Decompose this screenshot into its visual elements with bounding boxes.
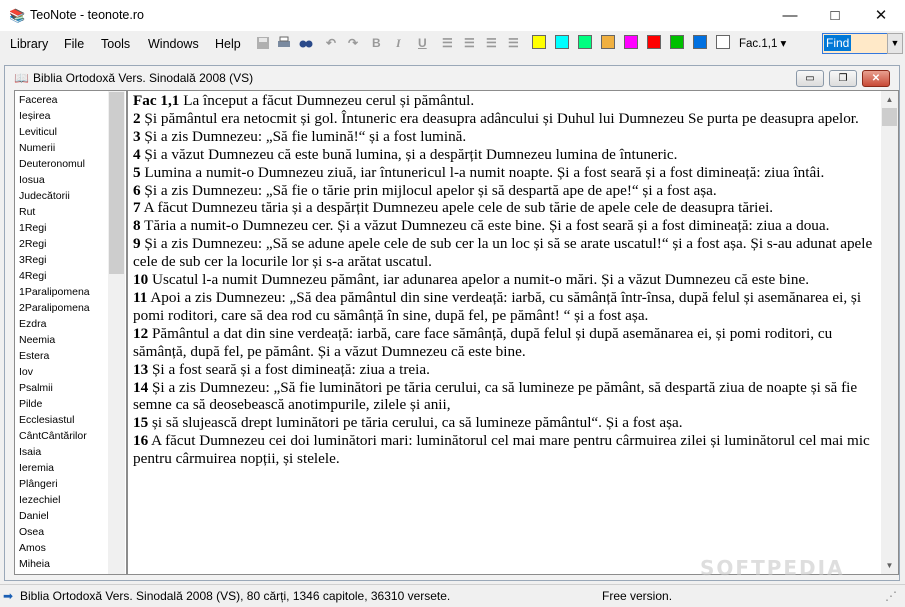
bible-window	[4, 65, 900, 581]
book-list-item[interactable]: Osea	[19, 526, 45, 538]
verse	[133, 217, 878, 235]
bible-window-title: Biblia Ortodoxă Vers. Sinodală 2008 (VS)	[33, 71, 254, 85]
status-bar	[0, 584, 905, 607]
menu-file[interactable]: File	[64, 37, 85, 51]
book-list-item[interactable]: Iosua	[19, 174, 45, 186]
verse-text: Apoi a zis Dumnezeu: „Să dea pământul din sine verdeață: iarbă, cu sămânță într-însa, după felul și asemănarea ei, și pomi roditori, care să dea rod cu sămânță în sine, după fel, pe pământ! “ și a fost așa.	[133, 288, 862, 324]
book-list-item[interactable]: Daniel	[19, 510, 49, 522]
book-list-item[interactable]: Ezdra	[19, 318, 47, 330]
book-list-item[interactable]: 3Regi	[19, 254, 47, 266]
color-magenta[interactable]	[624, 35, 638, 49]
book-list-item[interactable]: Psalmii	[19, 382, 53, 394]
menu-bar	[0, 31, 905, 58]
align-left-icon[interactable]: ☰	[442, 36, 453, 50]
verse	[133, 414, 878, 432]
redo-icon[interactable]: ↷	[348, 36, 359, 50]
verse-number: 7	[133, 199, 141, 217]
book-list[interactable]	[14, 90, 127, 575]
book-list-item[interactable]: Leviticul	[19, 126, 57, 138]
print-preview-icon[interactable]	[276, 35, 292, 51]
bold-button[interactable]: B	[372, 36, 381, 50]
verse-number: 6	[133, 181, 141, 199]
verse	[133, 199, 878, 217]
verse-text: A făcut Dumnezeu cei doi luminători mari: luminătorul cel mai mare pentru cârmuirea zilei și luminătorul cel mai mic pentru cârmuirea nopții, și stelele.	[133, 432, 870, 468]
verse-number: 11	[133, 288, 148, 306]
color-white[interactable]	[716, 35, 730, 49]
verse-text: Și pământul era netocmit și gol. Întuneric era deasupra adâncului și Duhul lui Dumnezeu Se purta pe deasupra apelor.	[144, 109, 859, 127]
verse-number: 4	[133, 145, 141, 163]
verse	[133, 235, 878, 271]
status-version: Free version.	[602, 589, 673, 603]
verse-number: Fac 1,1	[133, 92, 180, 109]
justify-icon[interactable]: ☰	[508, 36, 519, 50]
verse	[133, 289, 878, 325]
book-list-item[interactable]: Judecătorii	[19, 190, 70, 202]
book-list-item[interactable]: Isaia	[19, 446, 42, 458]
arrow-right-icon: ➡	[3, 589, 14, 603]
verse	[133, 110, 878, 128]
maximize-button[interactable]: □	[830, 7, 840, 24]
book-list-item[interactable]: Deuteronomul	[19, 158, 85, 170]
book-list-item[interactable]: Miheia	[19, 558, 50, 570]
verse-number: 8	[133, 217, 141, 235]
book-icon: 📖	[14, 71, 29, 85]
verse	[133, 182, 878, 200]
scroll-up-icon[interactable]: ▲	[885, 95, 894, 104]
scroll-thumb[interactable]	[109, 92, 124, 274]
verse	[133, 146, 878, 164]
verse-number: 12	[133, 324, 149, 342]
align-center-icon[interactable]: ☰	[464, 36, 475, 50]
underline-button[interactable]: U	[418, 36, 427, 50]
verse-text: La început a făcut Dumnezeu cerul și pământul.	[183, 92, 475, 109]
verse-number: 13	[133, 360, 149, 378]
book-list-item[interactable]: Estera	[19, 350, 50, 362]
verse-text	[133, 92, 878, 468]
mdi-close-button[interactable]: ✕	[862, 70, 890, 87]
title-bar	[0, 0, 905, 31]
verse-text: Pământul a dat din sine verdeață: iarbă, care face sămânță, după felul și după asemănarea ei, și pomi roditori, cu sămânță, după fel, pe pământ. Și a văzut Dumnezeu că este bine.	[133, 324, 833, 360]
book-list-item[interactable]: Facerea	[19, 94, 58, 106]
verse	[133, 379, 878, 415]
verse-scrollbar[interactable]	[881, 91, 898, 574]
undo-icon[interactable]: ↶	[326, 36, 337, 50]
scroll-down-icon[interactable]: ▼	[885, 561, 894, 570]
verse	[133, 92, 878, 110]
italic-button[interactable]: I	[396, 36, 401, 50]
menu-tools[interactable]: Tools	[101, 37, 131, 51]
book-list-item[interactable]: Plângeri	[19, 478, 58, 490]
book-list-item[interactable]: 4Regi	[19, 270, 47, 282]
menu-help[interactable]: Help	[215, 37, 241, 51]
mdi-restore-button[interactable]: ❐	[829, 70, 857, 87]
resize-grip-icon[interactable]: ⋰	[885, 589, 897, 603]
verse-number: 3	[133, 127, 141, 145]
book-list-item[interactable]: Iezechiel	[19, 494, 61, 506]
mdi-minimize-button[interactable]: ▭	[796, 70, 824, 87]
book-list-item[interactable]: 1Paralipomena	[19, 286, 90, 298]
find-input[interactable]: Find	[822, 33, 888, 54]
book-list-item[interactable]: Ieșirea	[19, 110, 51, 122]
color-cyan[interactable]	[555, 35, 569, 49]
verse	[133, 325, 878, 361]
reference-dropdown[interactable]: Fac.1,1 ▾	[739, 38, 787, 50]
menu-windows[interactable]: Windows	[148, 37, 199, 51]
verse-number: 5	[133, 163, 141, 181]
verse-text: și să slujească drept luminători pe tăria cerului, ca să lumineze pământul“. Și a fost așa.	[151, 414, 683, 432]
align-right-icon[interactable]: ☰	[486, 36, 497, 50]
verse-number: 10	[133, 271, 149, 289]
verse-number: 16	[133, 432, 149, 450]
verse-number: 2	[133, 109, 141, 127]
verse-text: A făcut Dumnezeu tăria și a despărțit Dumnezeu apele cele de sub tărie de apele cele de deasupra tăriei.	[143, 199, 774, 217]
chevron-down-icon[interactable]: ▼	[887, 33, 903, 54]
watermark-logo: SOFTPEDIA	[700, 556, 845, 580]
color-yellow[interactable]	[532, 35, 546, 49]
verse-text: Lumina a numit-o Dumnezeu ziuă, iar întunericul l-a numit noapte. Și a fost seară și a fost dimineață: ziua întâi.	[144, 163, 825, 181]
book-list-item[interactable]: Pilde	[19, 398, 43, 410]
book-icon: 📚	[9, 8, 26, 23]
book-list-item[interactable]: Numerii	[19, 142, 56, 154]
book-list-item[interactable]: Ieremia	[19, 462, 55, 474]
scroll-thumb[interactable]	[882, 108, 897, 126]
search-icon[interactable]	[298, 35, 314, 51]
status-info: Biblia Ortodoxă Vers. Sinodală 2008 (VS), 80 cărți, 1346 capitole, 36310 versete.	[20, 589, 451, 603]
close-button[interactable]: ✕	[874, 7, 888, 24]
verse-text: Și a zis Dumnezeu: „Să fie lumină!“ și a fost lumină.	[144, 127, 467, 145]
verse-text: Și a zis Dumnezeu: „Să fie luminători pe tăria cerului, ca să lumineze pe pământ, să despartă ziua de noapte și să fie semne ca să deosebească anotimpurile, zilele și anii,	[133, 378, 858, 414]
verse-text: Tăria a numit-o Dumnezeu cer. Și a văzut Dumnezeu că este bine. Și a fost seară și a fost dimineață: ziua a doua.	[144, 217, 830, 235]
verse-number: 9	[133, 235, 141, 253]
book-list-item[interactable]: Rut	[19, 206, 36, 218]
verse-number: 14	[133, 378, 149, 396]
verse-text: Și a văzut Dumnezeu că este bună lumina, și a despărțit Dumnezeu lumina de întuneric.	[144, 145, 678, 163]
verse-pane[interactable]	[127, 90, 899, 575]
color-orange[interactable]	[601, 35, 615, 49]
book-list-item[interactable]: Ecclesiastul	[19, 414, 75, 426]
verse	[133, 271, 878, 289]
book-list-item[interactable]: Iov	[19, 366, 34, 378]
book-list-item[interactable]: Amos	[19, 542, 46, 554]
verse	[133, 164, 878, 182]
book-list-item[interactable]: Neemia	[19, 334, 56, 346]
verse-text: Uscatul l-a numit Dumnezeu pământ, iar adunarea apelor a numit-o mări. Și a văzut Dumnezeu că este bine.	[151, 271, 810, 289]
color-blue[interactable]	[693, 35, 707, 49]
color-dark-green[interactable]	[670, 35, 684, 49]
color-red[interactable]	[647, 35, 661, 49]
window-title: TeoNote - teonote.ro	[30, 8, 144, 22]
color-green[interactable]	[578, 35, 592, 49]
verse	[133, 432, 878, 468]
book-list-item[interactable]: CântCântărilor	[19, 430, 87, 442]
minimize-button[interactable]: —	[782, 7, 798, 24]
verse	[133, 361, 878, 379]
verse-text: Și a zis Dumnezeu: „Să se adune apele cele de sub cer la un loc și să se arate uscatul!“ și a fost așa. Și s-au adunat apele cele de sub cer la locurile lor și s-a arătat uscatul.	[133, 235, 873, 271]
verse-text: Și a zis Dumnezeu: „Să fie o tărie prin mijlocul apelor și să despartă ape de ape!“ și a fost așa.	[144, 181, 717, 199]
book-list-item[interactable]: 2Regi	[19, 238, 47, 250]
verse	[133, 128, 878, 146]
save-icon[interactable]	[255, 35, 271, 51]
verse-number: 15	[133, 414, 149, 432]
book-list-item[interactable]: 1Regi	[19, 222, 47, 234]
verse-text: Și a fost seară și a fost dimineață: ziua a treia.	[151, 360, 430, 378]
menu-library[interactable]: Library	[10, 37, 49, 51]
book-list-item[interactable]: 2Paralipomena	[19, 302, 90, 314]
book-list-scrollbar[interactable]	[108, 91, 125, 574]
